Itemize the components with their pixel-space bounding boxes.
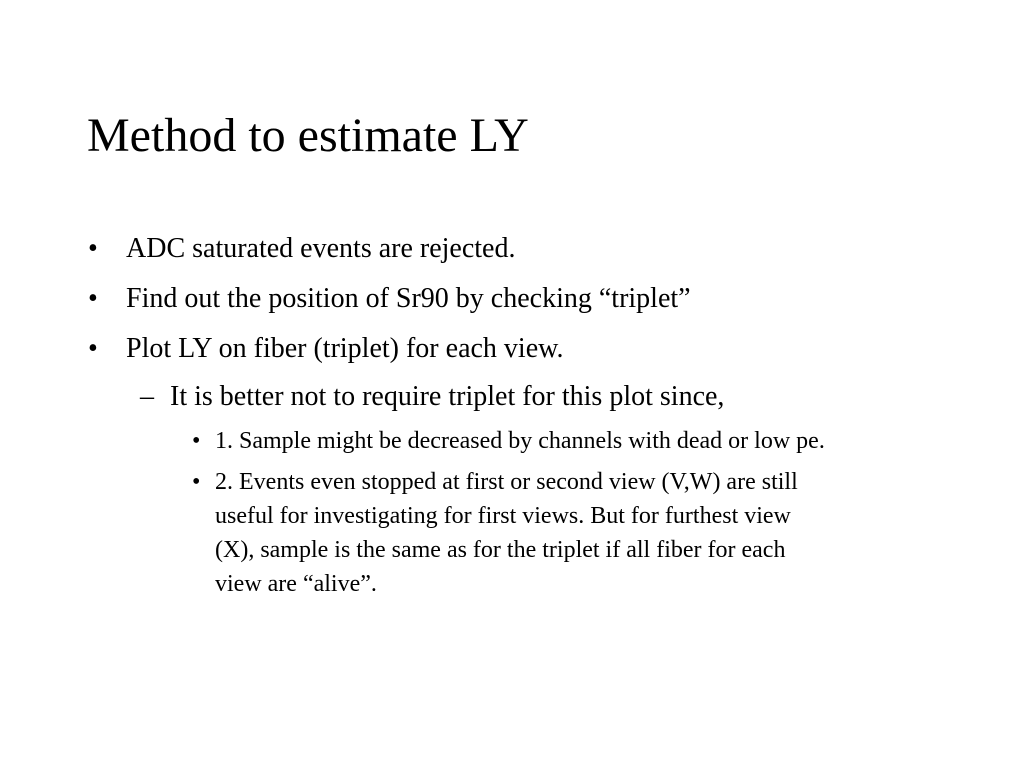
bullet-marker: • <box>192 428 201 454</box>
sub-bullet-text: It is better not to require triplet for this plot since, <box>170 381 725 412</box>
bullet-marker: • <box>88 333 98 364</box>
dash-marker: – <box>140 381 154 412</box>
sub-sub-bullet-text <box>215 424 935 458</box>
sub-sub-bullet-text <box>215 465 935 601</box>
bullet-text: Find out the position of Sr90 by checking “triplet” <box>126 283 691 314</box>
slide-title: Method to estimate LY <box>87 109 529 162</box>
text-line: 1. Sample might be decreased by channels with dead or low pe. <box>215 428 825 454</box>
text-line: useful for investigating for first views. But for furthest view <box>215 503 791 529</box>
bullet-marker: • <box>192 469 201 495</box>
bullet-text: Plot LY on fiber (triplet) for each view. <box>126 333 564 364</box>
bullet-text: ADC saturated events are rejected. <box>126 233 516 264</box>
text-line: 2. Events even stopped at first or second view (V,W) are still <box>215 469 798 495</box>
text-line: (X), sample is the same as for the triplet if all fiber for each <box>215 537 786 563</box>
bullet-marker: • <box>88 283 98 314</box>
text-line: view are “alive”. <box>215 571 377 597</box>
bullet-marker: • <box>88 233 98 264</box>
